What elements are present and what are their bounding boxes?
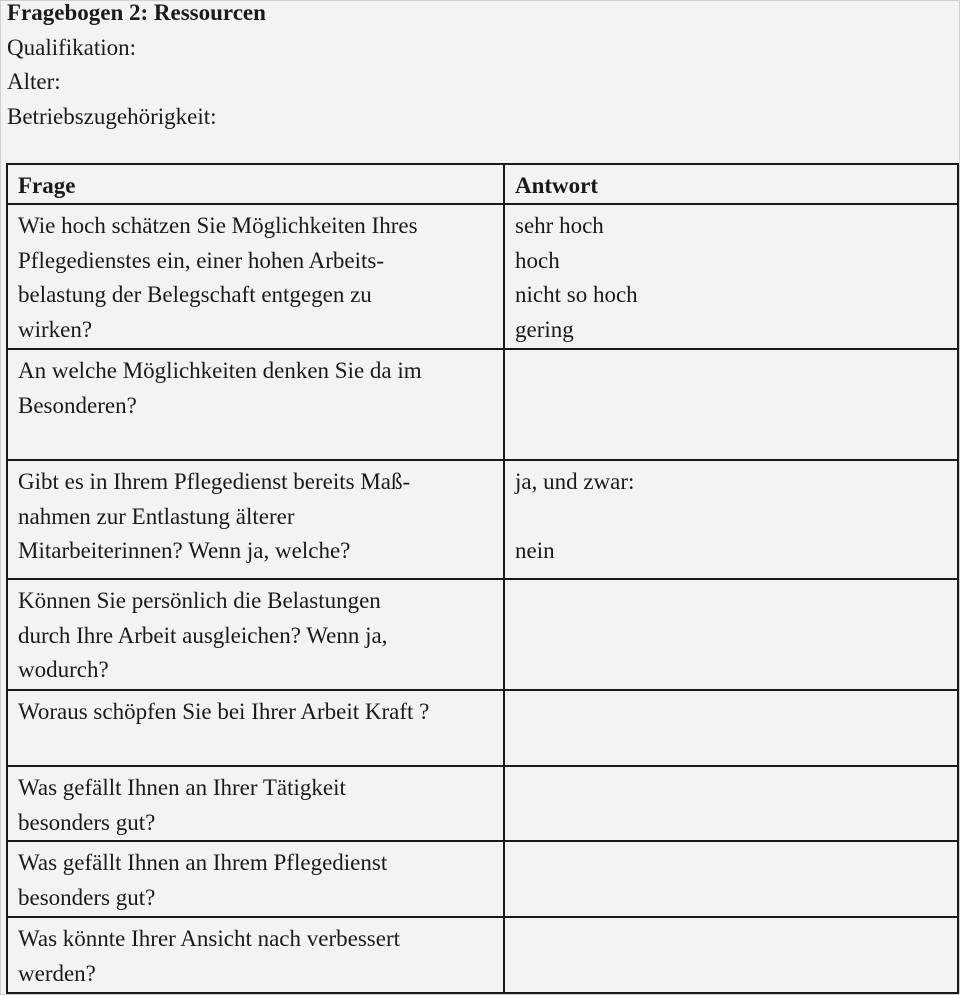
answer-cell[interactable] — [504, 841, 958, 917]
question-cell — [7, 349, 504, 460]
question-text-line: Was gefällt Ihnen an Ihrer Tätigkeit — [18, 775, 346, 800]
question-text-line: wirken? — [18, 316, 93, 342]
question-cell — [7, 579, 504, 690]
table-row — [7, 349, 958, 460]
question-cell — [7, 204, 504, 349]
table-row — [7, 460, 958, 579]
questionnaire-table — [6, 163, 959, 994]
question-text-line: besonders gut? — [18, 884, 156, 910]
question-text-line: wodurch? — [18, 657, 109, 683]
question-text-line: nahmen zur Entlastung älterer — [18, 503, 295, 529]
table-row — [7, 766, 958, 841]
column-header-antwort: Antwort — [504, 164, 958, 204]
question-cell — [7, 841, 504, 917]
question-text-line: Pflegedienstes ein, einer hohen Arbeits- — [18, 247, 384, 273]
answer-cell[interactable] — [504, 766, 958, 841]
question-text-line: belastung der Belegschaft entgegen zu — [18, 282, 372, 308]
answer-option: sehr hoch — [515, 213, 604, 238]
answer-option: nein — [515, 538, 555, 564]
question-cell — [7, 460, 504, 579]
field-alter: Alter: — [7, 69, 61, 94]
question-text-line: besonders gut? — [18, 809, 156, 835]
answer-cell[interactable] — [504, 579, 958, 690]
table-row — [7, 204, 958, 349]
question-cell — [7, 766, 504, 841]
answer-cell[interactable] — [504, 204, 958, 349]
question-text-line: Was gefällt Ihnen an Ihrem Pflegedienst — [18, 850, 388, 876]
answer-option: hoch — [515, 247, 560, 273]
question-text-line: An welche Möglichkeiten denken Sie da im — [18, 358, 422, 383]
question-text-line: werden? — [18, 960, 96, 986]
question-text-line: Mitarbeiterinnen? Wenn ja, welche? — [18, 538, 351, 564]
answer-option: ja, und zwar: — [515, 469, 635, 494]
answer-option: gering — [515, 316, 574, 342]
answer-cell[interactable] — [504, 349, 958, 460]
question-text-line: Woraus schöpfen Sie bei Ihrer Arbeit Kraft ? — [18, 699, 430, 724]
answer-cell[interactable] — [504, 460, 958, 579]
question-text-line: Können Sie persönlich die Belastungen — [18, 588, 381, 613]
document-title: Fragebogen 2: Ressourcen — [7, 0, 266, 25]
field-betriebszugehoerigkeit: Betriebszugehörigkeit: — [7, 104, 217, 129]
answer-option — [515, 500, 947, 535]
question-text-line: durch Ihre Arbeit ausgleichen? Wenn ja, — [18, 622, 388, 648]
question-text-line: Gibt es in Ihrem Pflegedienst bereits Maß- — [18, 469, 411, 494]
question-cell — [7, 917, 504, 993]
answer-cell[interactable] — [504, 917, 958, 993]
table-row — [7, 690, 958, 766]
table-row — [7, 917, 958, 993]
question-text-line: Besonderen? — [18, 392, 137, 418]
answer-option: nicht so hoch — [515, 282, 638, 308]
question-text-line: Was könnte Ihrer Ansicht nach verbessert — [18, 926, 400, 952]
table-header-row — [7, 164, 958, 204]
table-row — [7, 579, 958, 690]
field-qualifikation: Qualifikation: — [7, 35, 137, 60]
column-header-frage: Frage — [7, 164, 504, 204]
question-cell — [7, 690, 504, 766]
answer-cell[interactable] — [504, 690, 958, 766]
table-row — [7, 841, 958, 917]
question-text-line: Wie hoch schätzen Sie Möglichkeiten Ihres — [18, 213, 418, 238]
